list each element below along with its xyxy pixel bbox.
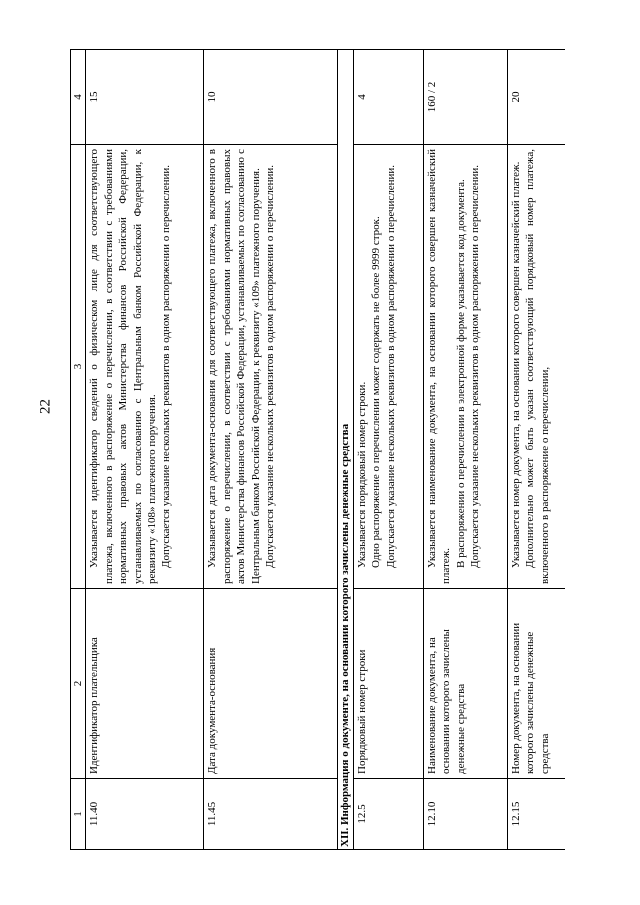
table-row — [86, 50, 204, 850]
column-header: 1 — [71, 779, 86, 850]
description-paragraph: Указывается порядковый номер строки. — [355, 381, 368, 568]
description-paragraph: Указывается идентификатор сведений о физическом лице для соответствующего платежа, включенного в распоряжение о перечислении, в соответствии с требованиями нормативных правовых актов Министерства финансов Российской Федерации, устанавливаемых по согласованию с Центральным банком Российской Федерации, к реквизиту «108» платежного поручения. — [88, 149, 159, 584]
row-size: 20 — [507, 50, 565, 145]
table-row — [353, 50, 423, 850]
row-name: Порядковый номер строки — [353, 589, 423, 779]
row-code: 11.40 — [86, 779, 204, 850]
description-paragraph: Дополнительно может быть указан соответствующий порядковый номер платежа, включенного в распоряжение о перечислении, — [524, 149, 551, 584]
row-size: 15 — [86, 50, 204, 145]
section-row — [338, 50, 353, 850]
row-description — [353, 145, 423, 589]
row-name: Дата документа-основания — [204, 589, 338, 779]
table-row — [423, 50, 507, 850]
description-paragraph: Указывается дата документа-основания для соответствующего платежа, включенного в распоряжение о перечислении, в соответствии с требованиями нормативных правовых актов Министерства финансов Российской Федерации, устанавливаемых по согласованию с Центральным банком Российской Федерации, к реквизиту «109» платежного поручения. — [206, 149, 262, 584]
column-header: 4 — [71, 50, 86, 145]
row-code: 12.10 — [423, 779, 507, 850]
column-header: 2 — [71, 589, 86, 779]
description-paragraph: Допускается указание нескольких реквизитов в одном распоряжении о перечислении. — [264, 164, 277, 568]
row-size: 160 / 2 — [423, 50, 507, 145]
row-description — [507, 145, 565, 589]
row-size: 10 — [204, 50, 338, 145]
row-description — [423, 145, 507, 589]
description-paragraph: В распоряжении о перечислении в электронной форме указывается код документа. — [454, 179, 467, 568]
page-number: 22 — [37, 399, 54, 414]
description-paragraph: Допускается указание нескольких реквизитов в одном распоряжении о перечислении. — [160, 164, 173, 568]
row-size: 4 — [353, 50, 423, 145]
description-paragraph: Указывается наименование документа, на основании которого совершен казначейский платеж. — [425, 149, 453, 584]
description-paragraph: Допускается указание нескольких реквизитов в одном распоряжении о перечислении. — [469, 164, 482, 568]
column-header: 3 — [71, 145, 86, 589]
row-code: 12.5 — [353, 779, 423, 850]
table-row — [507, 50, 565, 850]
row-name: Наименование документа, на основании которого зачислены денежные средства — [423, 589, 507, 779]
row-code: 12.15 — [507, 779, 565, 850]
requisites-table — [70, 49, 565, 850]
row-code: 11.45 — [204, 779, 338, 850]
row-description — [86, 145, 204, 589]
table-row — [204, 50, 338, 850]
description-paragraph: Одно распоряжение о перечислении может содержать не более 9999 строк. — [370, 216, 383, 568]
section-title: XII. Информация о документе, на основании которого зачислены денежные средства — [338, 50, 353, 850]
rotated-table-container — [70, 50, 555, 850]
description-paragraph: Допускается указание нескольких реквизитов в одном распоряжении о перечислении. — [384, 164, 397, 568]
header-row — [71, 50, 86, 850]
row-name: Номер документа, на основании которого зачислены денежные средства — [507, 589, 565, 779]
row-name: Идентификатор плательщика — [86, 589, 204, 779]
row-description — [204, 145, 338, 589]
description-paragraph: Указывается номер документа, на основании которого совершен казначейский платеж. — [509, 161, 522, 568]
